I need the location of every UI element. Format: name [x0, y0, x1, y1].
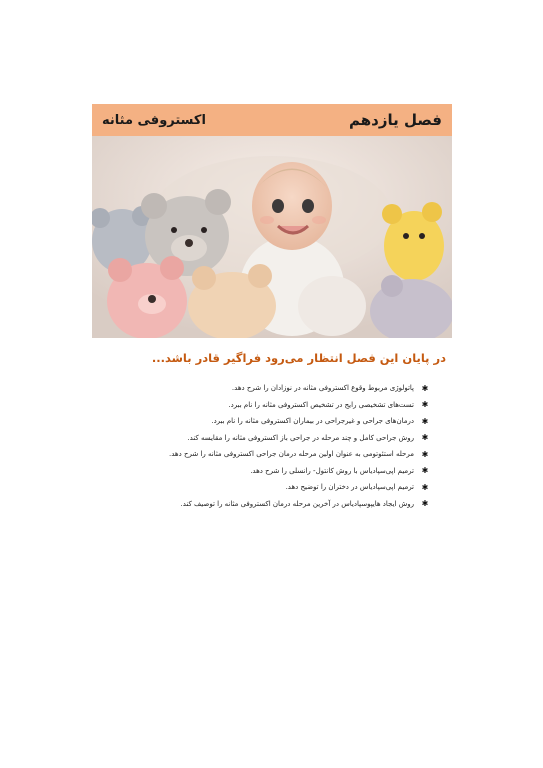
star-bullet-icon: ✱: [421, 449, 429, 459]
chapter-photo: [92, 136, 452, 338]
star-bullet-icon: ✱: [421, 383, 429, 393]
objective-text: روش جراحی کامل و چند مرحله در جراحی باز اکستروفی مثانه را مقایسه کند.: [187, 433, 414, 442]
star-bullet-icon: ✱: [421, 466, 429, 476]
objective-text: ترمیم اپی‌سپادیاس در دختران را توضیح دهد.: [285, 483, 414, 492]
list-item: [129, 446, 429, 463]
objective-text: پاتولوژی مربوط وقوع اکستروفی مثانه در نوزادان را شرح دهد.: [231, 384, 414, 393]
list-item: [129, 430, 429, 447]
list-item: [129, 496, 429, 513]
chapter-header: [92, 104, 452, 136]
objective-text: تست‌های تشخیصی رایج در تشخیص اکستروفی مثانه را نام ببرد.: [228, 400, 414, 409]
learning-objectives-title: در پایان این فصل انتظار می‌رود فراگیر قادر باشد...: [151, 351, 446, 365]
baby-with-plush-toys-illustration: [92, 136, 452, 338]
star-bullet-icon: ✱: [421, 433, 429, 443]
list-item: [129, 380, 429, 397]
list-item: [129, 463, 429, 480]
star-bullet-icon: ✱: [421, 482, 429, 492]
list-item: [129, 413, 429, 430]
objective-text: روش ایجاد هایپوسپادیاس در آخرین مرحله درمان اکستروفی مثانه را توصیف کند.: [180, 499, 414, 508]
objective-text: درمان‌های جراحی و غیرجراحی در بیماران اکستروفی مثانه را نام ببرد.: [211, 417, 414, 426]
star-bullet-icon: ✱: [421, 400, 429, 410]
objective-text: مرحله استئوتومی به عنوان اولین مرحله درمان جراحی اکستروفی مثانه را شرح دهد.: [169, 450, 414, 459]
chapter-number-label: فصل یازدهم: [349, 111, 442, 129]
star-bullet-icon: ✱: [421, 416, 429, 426]
list-item: [129, 397, 429, 414]
objective-text: ترمیم اپی‌سپادیاس با روش کانتول- رانسلی را شرح دهد.: [250, 466, 414, 475]
star-bullet-icon: ✱: [421, 499, 429, 509]
learning-objectives-list: [129, 380, 429, 512]
list-item: [129, 479, 429, 496]
chapter-title: اکستروفی مثانه: [102, 112, 206, 128]
